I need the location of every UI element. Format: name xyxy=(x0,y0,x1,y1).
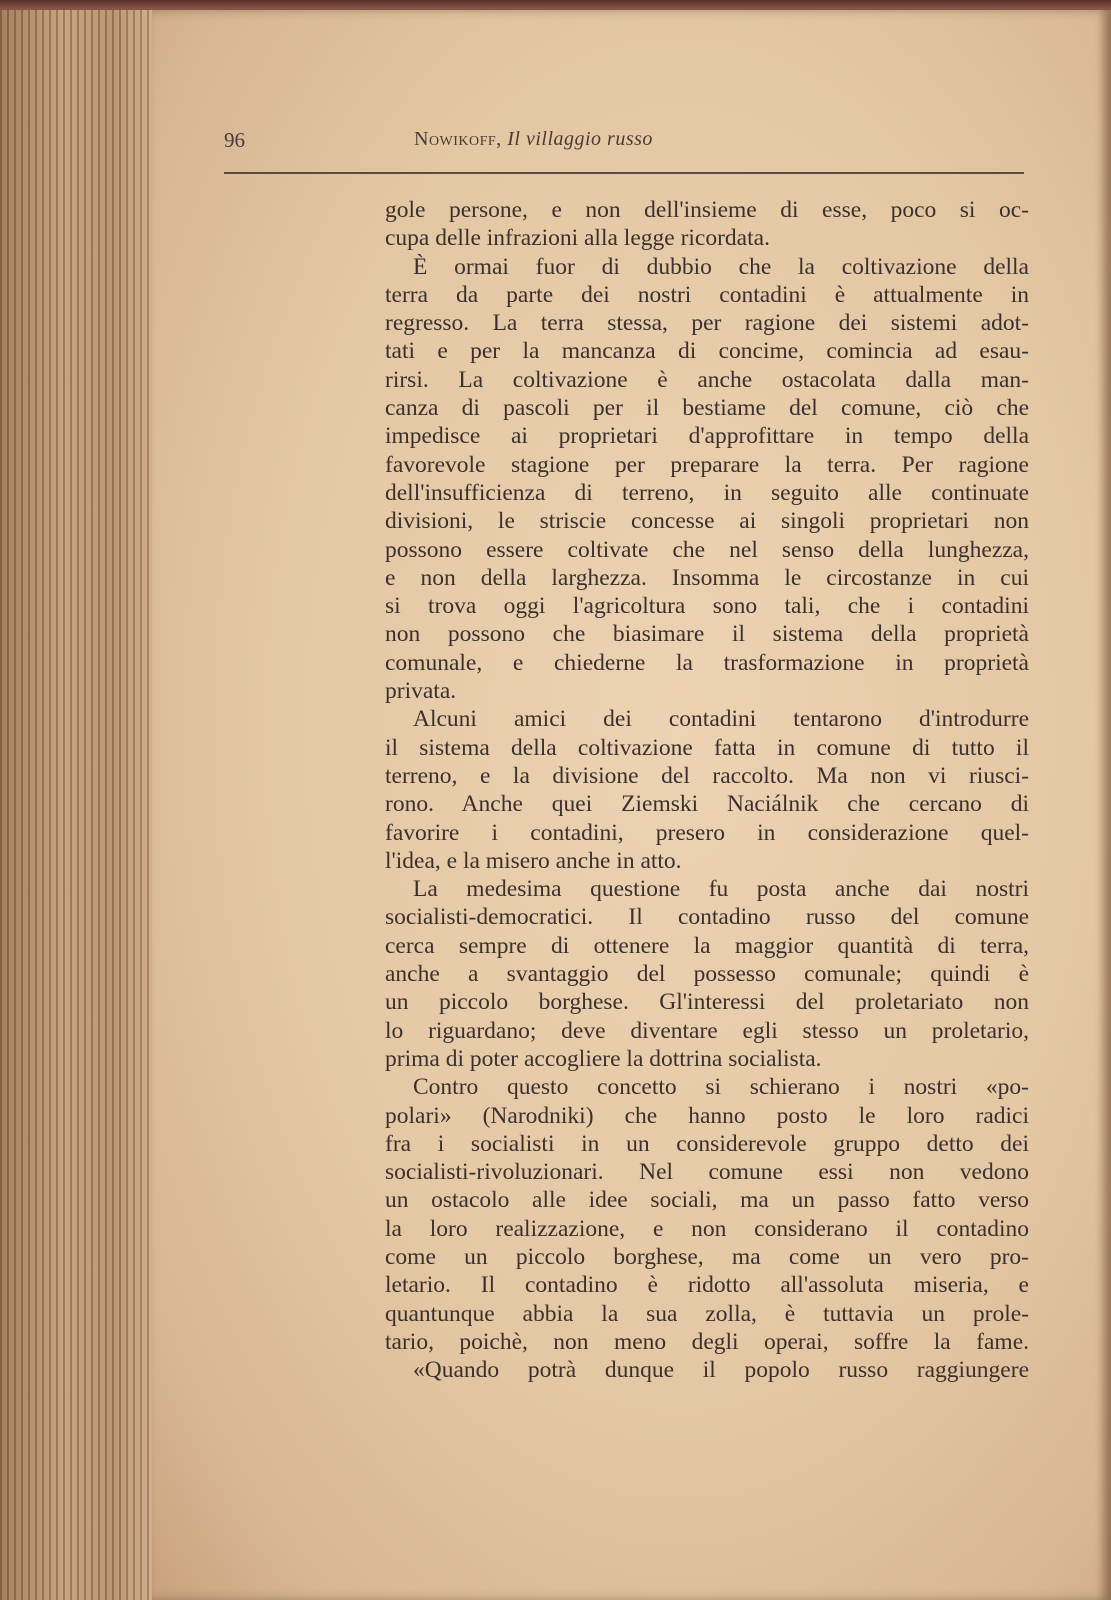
text-line: terra da parte dei nostri contadini è attualmente in xyxy=(385,281,1029,308)
text-line: Alcuni amici dei contadini tentarono d'introdurre xyxy=(413,706,1029,733)
body-text xyxy=(385,196,1029,1384)
text-line: rirsi. La coltivazione è anche ostacolata dalla man- xyxy=(385,366,1029,393)
text-line: letario. Il contadino è ridotto all'assoluta miseria, e xyxy=(385,1272,1029,1299)
page-shadow xyxy=(1097,10,1111,1600)
text-line: È ormai fuor di dubbio che la coltivazione della xyxy=(413,253,1029,280)
text-line: divisioni, le striscie concesse ai singoli proprietari non xyxy=(385,508,1029,535)
text-line: non possono che biasimare il sistema della proprietà xyxy=(385,621,1029,648)
text-line: regresso. La terra stessa, per ragione dei sistemi adot- xyxy=(385,310,1029,337)
text-line: privata. xyxy=(385,678,457,705)
text-line: rono. Anche quei Ziemski Naciálnik che cercano di xyxy=(385,791,1029,818)
text-line: tario, poichè, non meno degli operai, soffre la fame. xyxy=(385,1328,1029,1355)
text-line: dell'insufficienza di terreno, in seguito alle continuate xyxy=(385,479,1029,506)
work-title: Il villaggio russo xyxy=(507,128,653,150)
text-line: canza di pascoli per il bestiame del comune, ciò che xyxy=(385,395,1029,422)
text-line: il sistema della coltivazione fatta in comune di tutto il xyxy=(385,734,1029,761)
text-line: cupa delle infrazioni alla legge ricordata. xyxy=(385,225,770,252)
text-line: terreno, e la divisione del raccolto. Ma non vi riusci- xyxy=(385,762,1029,789)
text-line: fra i socialisti in un considerevole gruppo detto dei xyxy=(385,1130,1029,1157)
text-line: l'idea, e la misero anche in atto. xyxy=(385,847,682,874)
text-line: e non della larghezza. Insomma le circostanze in cui xyxy=(385,564,1029,591)
text-line: prima di poter accogliere la dottrina socialista. xyxy=(385,1045,822,1072)
text-line: La medesima questione fu posta anche dai nostri xyxy=(413,876,1029,903)
text-line: quantunque abbia la sua zolla, è tuttavia un prole- xyxy=(385,1300,1029,1327)
running-head xyxy=(224,128,1024,158)
title-separator: , xyxy=(496,128,508,150)
text-line: cerca sempre di ottenere la maggior quantità di terra, xyxy=(385,932,1029,959)
text-line: polari» (Narodniki) che hanno posto le loro radici xyxy=(385,1102,1029,1129)
text-line: un piccolo borghese. Gl'interessi del proletariato non xyxy=(385,989,1029,1016)
running-title xyxy=(414,128,653,151)
author-name: Nowikoff xyxy=(414,128,497,150)
text-line: anche a svantaggio del possesso comunale; quindi è xyxy=(385,961,1029,988)
text-line: Contro questo concetto si schierano i nostri «po- xyxy=(413,1074,1029,1101)
text-line: possono essere coltivate che nel senso della lunghezza, xyxy=(385,536,1029,563)
text-line: gole persone, e non dell'insieme di esse, poco si oc- xyxy=(385,197,1029,223)
text-line: socialisti-rivoluzionari. Nel comune essi non vedono xyxy=(385,1159,1029,1186)
text-line: come un piccolo borghese, ma come un vero pro- xyxy=(385,1243,1029,1270)
text-line: impedisce ai proprietari d'approfittare in tempo della xyxy=(385,423,1029,450)
text-line: comunale, e chiederne la trasformazione in proprietà xyxy=(385,649,1029,676)
text-line: socialisti-democratici. Il contadino russo del comune xyxy=(385,904,1029,931)
page-number: 96 xyxy=(224,128,245,152)
text-line: la loro realizzazione, e non considerano il contadino xyxy=(385,1215,1029,1242)
text-line: tati e per la mancanza di concime, comincia ad esau- xyxy=(385,338,1029,365)
header-rule xyxy=(224,172,1024,174)
text-line: favorire i contadini, presero in considerazione quel- xyxy=(385,819,1029,846)
text-line: un ostacolo alle idee sociali, ma un passo fatto verso xyxy=(385,1187,1029,1214)
book-cover-edge xyxy=(0,0,1111,10)
text-line: lo riguardano; deve diventare egli stesso un proletario, xyxy=(385,1017,1029,1044)
text-line: favorevole stagione per preparare la terra. Per ragione xyxy=(385,451,1029,478)
page-stack-edges xyxy=(0,10,160,1600)
text-line: si trova oggi l'agricoltura sono tali, che i contadini xyxy=(385,593,1029,620)
text-line: «Quando potrà dunque il popolo russo raggiungere xyxy=(413,1357,1029,1384)
